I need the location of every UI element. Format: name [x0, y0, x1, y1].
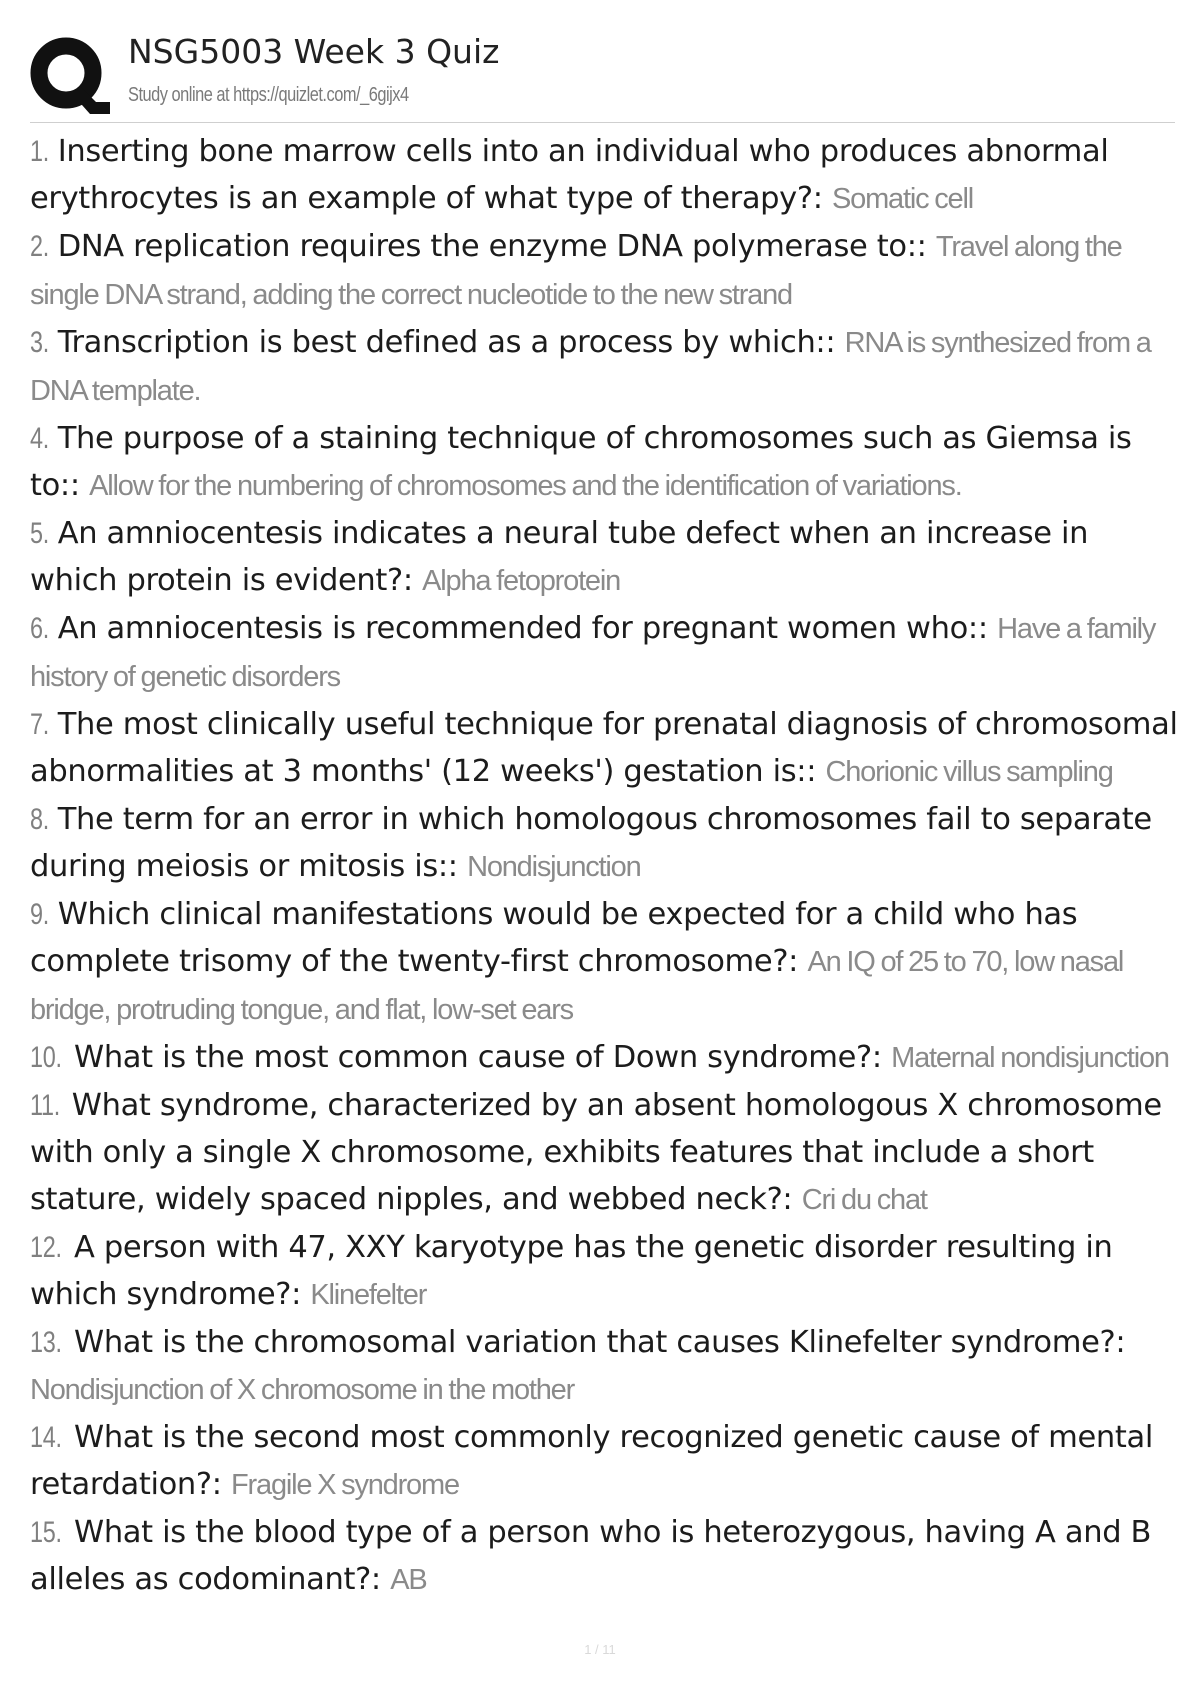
answer-text: An IQ of 25 to 70, low nasal bridge, protruding tongue, and flat, low-set ears	[30, 946, 1124, 1026]
question-text: Transcription is best defined as a process by which::	[57, 325, 836, 360]
quiz-item	[30, 415, 1178, 510]
question-number: 13.	[30, 1326, 62, 1359]
quiz-item	[30, 1082, 1178, 1224]
question-number: 5.	[30, 517, 49, 550]
quiz-item	[30, 128, 1178, 223]
question-number: 10.	[30, 1041, 62, 1074]
header-divider	[30, 122, 1175, 123]
quiz-item	[30, 1509, 1178, 1604]
quiz-item	[30, 796, 1178, 891]
answer-text: Travel along the single DNA strand, adding the correct nucleotide to the new strand	[30, 231, 1122, 311]
question-text: The term for an error in which homologous chromosomes fail to separate during meiosis or mitosis is::	[30, 802, 1152, 884]
quiz-item	[30, 1224, 1178, 1319]
answer-text: Have a family history of genetic disorders	[30, 613, 1156, 693]
quiz-item	[30, 1034, 1178, 1082]
quiz-item	[30, 1319, 1178, 1414]
answer-text: AB	[390, 1564, 427, 1596]
answer-text: Chorionic villus sampling	[825, 756, 1113, 788]
question-text: Inserting bone marrow cells into an individual who produces abnormal erythrocytes is an example of what type of therapy?:	[30, 134, 1109, 216]
question-text: The purpose of a staining technique of chromosomes such as Giemsa is to::	[30, 421, 1132, 503]
answer-text: Klinefelter	[310, 1279, 427, 1311]
quiz-question-list	[30, 128, 1178, 1604]
question-text: What is the blood type of a person who is heterozygous, having A and B alleles as codominant?:	[30, 1515, 1152, 1597]
question-text: DNA replication requires the enzyme DNA polymerase to::	[57, 229, 927, 264]
quiz-item	[30, 701, 1178, 796]
question-number: 15.	[30, 1516, 62, 1549]
study-online-link[interactable]: Study online at https://quizlet.com/_6gijx4	[128, 84, 409, 106]
question-number: 12.	[30, 1231, 62, 1264]
question-text: What is the most common cause of Down syndrome?:	[74, 1040, 882, 1075]
question-number: 4.	[30, 422, 49, 455]
question-text: What is the second most commonly recognized genetic cause of mental retardation?:	[30, 1420, 1153, 1502]
answer-text: Cri du chat	[801, 1184, 927, 1216]
answer-text: Nondisjunction of X chromosome in the mother	[30, 1374, 575, 1406]
question-number: 6.	[30, 612, 49, 645]
page-header	[30, 30, 1170, 122]
question-text: What syndrome, characterized by an absent homologous X chromosome with only a single X chromosome, exhibits features that include a short stature, widely spaced nipples, and webbed neck?:	[30, 1088, 1162, 1217]
page-number: 1 / 11	[584, 1642, 616, 1657]
answer-text: Maternal nondisjunction	[891, 1042, 1169, 1074]
question-text: An amniocentesis is recommended for pregnant women who::	[57, 611, 988, 646]
question-text: What is the chromosomal variation that causes Klinefelter syndrome?:	[74, 1325, 1126, 1360]
question-number: 2.	[30, 230, 49, 263]
answer-text: Allow for the numbering of chromosomes and the identification of variations.	[89, 470, 962, 502]
quiz-item	[30, 1414, 1178, 1509]
question-number: 14.	[30, 1421, 62, 1454]
answer-text: Nondisjunction	[467, 851, 641, 883]
question-text: Which clinical manifestations would be expected for a child who has complete trisomy of the twenty-first chromosome?:	[30, 897, 1078, 979]
question-number: 1.	[30, 135, 49, 168]
answer-text: Fragile X syndrome	[231, 1469, 459, 1501]
quizlet-q-logo-icon	[30, 34, 138, 122]
quiz-item	[30, 319, 1178, 415]
answer-text: Alpha fetoprotein	[422, 565, 621, 597]
answer-text: RNA is synthesized from a DNA template.	[30, 327, 1151, 407]
quiz-item	[30, 223, 1178, 319]
question-number: 7.	[30, 708, 49, 741]
question-number: 11.	[30, 1089, 60, 1122]
question-text: An amniocentesis indicates a neural tube defect when an increase in which protein is evident?:	[30, 516, 1089, 598]
quiz-item	[30, 510, 1178, 605]
answer-text: Somatic cell	[832, 183, 973, 215]
question-number: 3.	[30, 326, 49, 359]
question-number: 9.	[30, 898, 49, 931]
question-text: The most clinically useful technique for prenatal diagnosis of chromosomal abnormalities at 3 months' (12 weeks') gestation is::	[30, 707, 1178, 789]
page-title: NSG5003 Week 3 Quiz	[128, 32, 500, 71]
question-number: 8.	[30, 803, 49, 836]
question-text: A person with 47, XXY karyotype has the genetic disorder resulting in which syndrome?:	[30, 1230, 1113, 1312]
quiz-item	[30, 605, 1178, 701]
quiz-item	[30, 891, 1178, 1034]
